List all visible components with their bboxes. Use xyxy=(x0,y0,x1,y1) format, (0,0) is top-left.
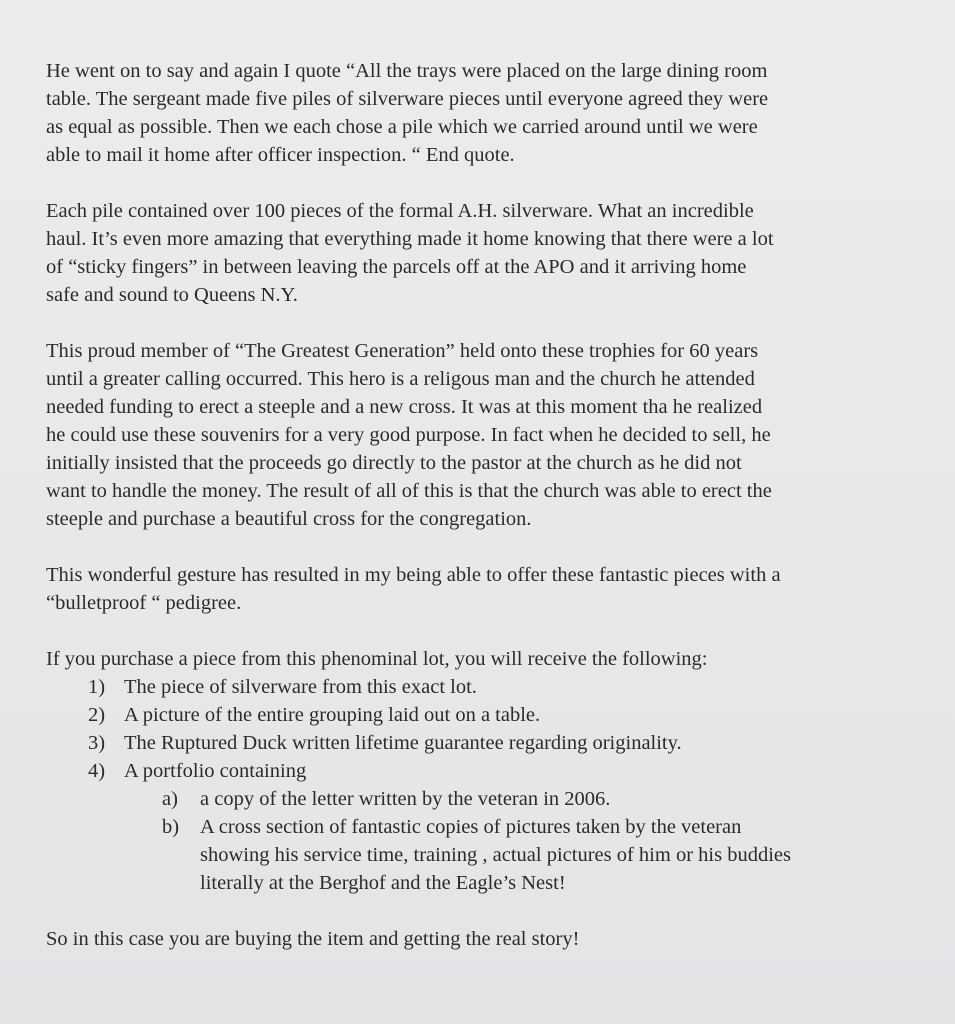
text-line: This proud member of “The Greatest Generation” held onto these trophies for 60 years xyxy=(46,340,759,362)
text-line: able to mail it home after officer inspection. “ End quote. xyxy=(46,144,515,166)
list-item-text xyxy=(200,785,610,813)
list-marker: 1) xyxy=(88,676,106,698)
text-line: “bulletproof “ pedigree. xyxy=(46,592,242,614)
list-item-text: A portfolio containing xyxy=(124,760,307,782)
sublist-item xyxy=(46,785,925,813)
text-line: safe and sound to Queens N.Y. xyxy=(46,284,298,306)
sublist-item xyxy=(46,813,925,897)
paragraph-silverware xyxy=(46,197,925,309)
text-line: of “sticky fingers” in between leaving the parcels off at the APO and it arriving home xyxy=(46,256,747,278)
text-line: He went on to say and again I quote “All the trays were placed on the large dining room xyxy=(46,60,768,82)
list-item xyxy=(46,729,925,757)
list-marker: 2) xyxy=(88,704,106,726)
text-line: So in this case you are buying the item and getting the real story! xyxy=(46,928,580,950)
text-line: A cross section of fantastic copies of pictures taken by the veteran xyxy=(200,816,742,838)
list-marker: 3) xyxy=(88,732,106,754)
purchase-benefits xyxy=(46,645,925,897)
text-line: Each pile contained over 100 pieces of the formal A.H. silverware. What an incredible xyxy=(46,200,754,222)
text-line: literally at the Berghof and the Eagle’s Nest! xyxy=(200,872,566,894)
numbered-list xyxy=(46,673,925,785)
list-item-text: The Ruptured Duck written lifetime guarantee regarding originality. xyxy=(124,732,682,754)
list-marker: b) xyxy=(162,816,180,838)
paragraph-greatest-generation xyxy=(46,337,925,533)
closing-line xyxy=(46,925,925,953)
text-line: This wonderful gesture has resulted in my being able to offer these fantastic pieces with a xyxy=(46,564,781,586)
text-line: haul. It’s even more amazing that everything made it home knowing that there were a lot xyxy=(46,228,774,250)
text-line: table. The sergeant made five piles of silverware pieces until everyone agreed they were xyxy=(46,88,769,110)
list-item xyxy=(46,673,925,701)
paragraph-gesture xyxy=(46,561,925,617)
text-line: until a greater calling occurred. This hero is a religous man and the church he attended xyxy=(46,368,755,390)
list-item-text: The piece of silverware from this exact lot. xyxy=(124,676,477,698)
list-marker: a) xyxy=(162,788,178,810)
text-line: want to handle the money. The result of all of this is that the church was able to erect the xyxy=(46,480,772,502)
list-marker: 4) xyxy=(88,760,106,782)
list-item xyxy=(46,701,925,729)
lettered-sublist xyxy=(46,785,925,897)
text-line: needed funding to erect a steeple and a new cross. It was at this moment tha he realized xyxy=(46,396,763,418)
text-line: showing his service time, training , actual pictures of him or his buddies xyxy=(200,844,791,866)
text-line: initially insisted that the proceeds go directly to the pastor at the church as he did not xyxy=(46,452,742,474)
list-item-text: A picture of the entire grouping laid out on a table. xyxy=(124,704,541,726)
text-line: steeple and purchase a beautiful cross for the congregation. xyxy=(46,508,532,530)
text-line: a copy of the letter written by the veteran in 2006. xyxy=(200,788,611,810)
list-item-text xyxy=(200,813,791,897)
list-item xyxy=(46,757,925,785)
text-line: as equal as possible. Then we each chose a pile which we carried around until we were xyxy=(46,116,758,138)
paragraph-quote xyxy=(46,57,925,169)
list-intro: If you purchase a piece from this phenominal lot, you will receive the following: xyxy=(46,648,708,670)
text-line: he could use these souvenirs for a very good purpose. In fact when he decided to sell, he xyxy=(46,424,771,446)
